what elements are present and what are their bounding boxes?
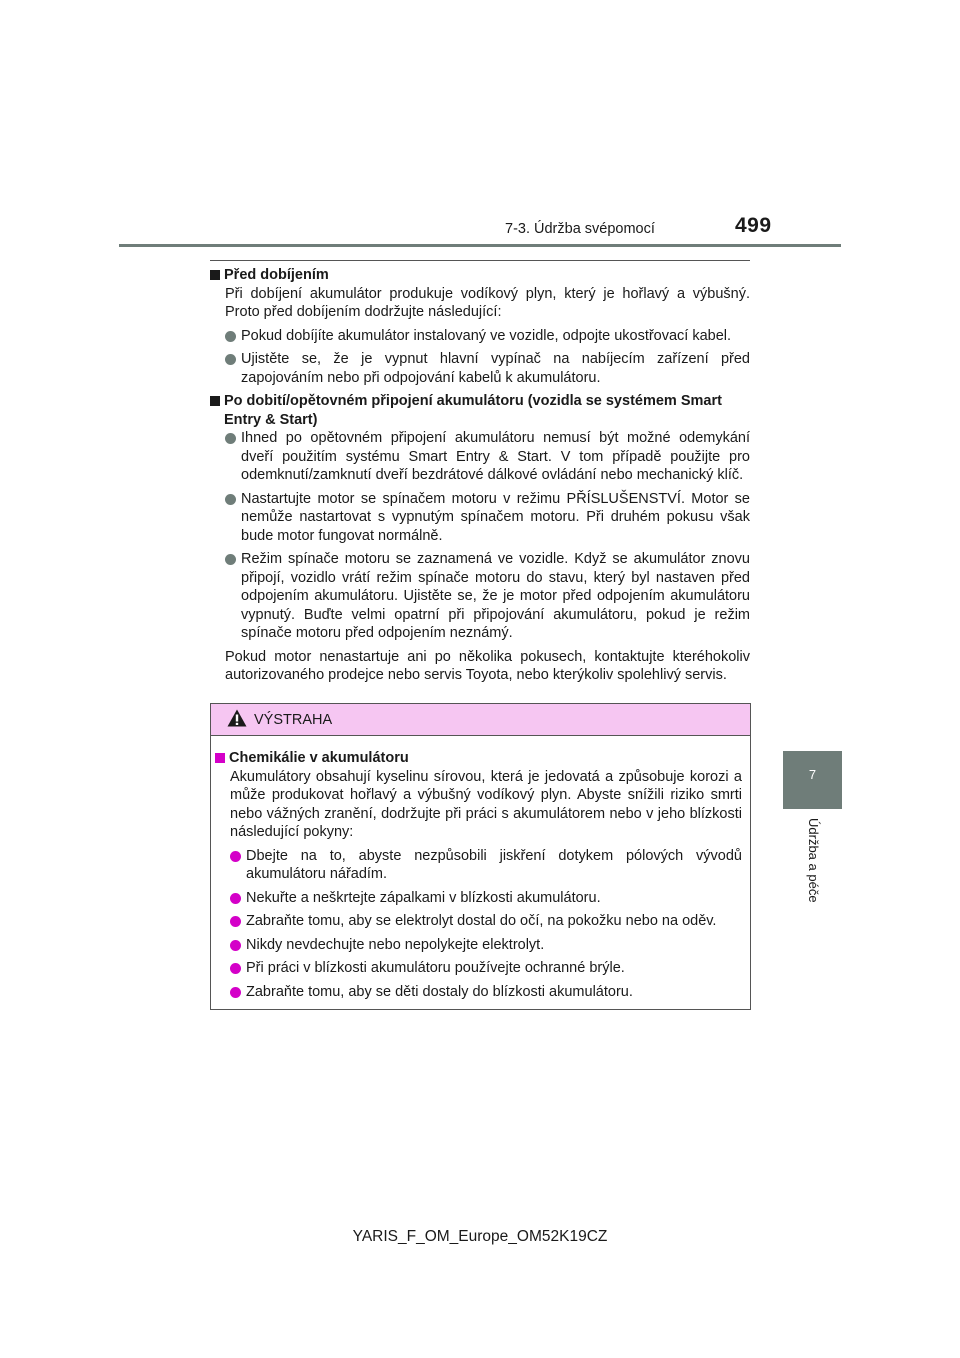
list-item-text: Režim spínače motoru se zaznamená ve vozidle. Když se akumulátor znovu připojí, vozidlo vrátí režim spínače motoru do stavu, který byl nastaven před odpojením akumulátoru. Ujistěte se, že je motor před odpojením akumulátoru vypnutý. Buďte velmi opatrní při připojování akumulátoru, pokud je režim spínače motoru před odpojením neznámý. bbox=[241, 551, 750, 641]
content-rule bbox=[210, 260, 750, 261]
side-tab-number: 7 bbox=[808, 767, 817, 782]
warning-box bbox=[210, 703, 751, 1010]
bullet-dot-icon bbox=[225, 494, 236, 505]
section-heading bbox=[210, 392, 750, 429]
list-item bbox=[215, 983, 742, 1002]
list-item bbox=[210, 550, 750, 643]
section-heading bbox=[210, 266, 750, 285]
bullet-dot-icon bbox=[230, 893, 241, 904]
bullet-dot-icon bbox=[230, 940, 241, 951]
list-item bbox=[210, 327, 750, 346]
bullet-dot-icon bbox=[225, 433, 236, 444]
bullet-dot-icon bbox=[230, 851, 241, 862]
list-item bbox=[210, 429, 750, 485]
warning-header bbox=[211, 704, 750, 736]
list-item-text: Nastartujte motor se spínačem motoru v režimu PŘÍSLUŠENSTVÍ. Motor se nemůže nastartovat s vypnutým spínačem motoru. Při druhém pokusu však bude motor fungovat normálně. bbox=[241, 490, 750, 544]
list-item bbox=[210, 350, 750, 387]
list-item bbox=[215, 959, 742, 978]
list-item-text: Zabraňte tomu, aby se děti dostaly do blízkosti akumulátoru. bbox=[246, 983, 633, 1000]
bullet-dot-icon bbox=[230, 987, 241, 998]
section-outro: Pokud motor nenastartuje ani po několika pokusech, kontaktujte kteréhokoliv autorizovaného prodejce nebo servis Toyota, nebo kterýkoliv spolehlivý servis. bbox=[225, 648, 750, 683]
square-bullet-icon bbox=[210, 396, 220, 406]
warning-heading bbox=[215, 749, 742, 768]
section-before-charging bbox=[210, 266, 750, 387]
warning-triangle-icon bbox=[227, 709, 247, 727]
list-item-text: Při práci v blízkosti akumulátoru používejte ochranné brýle. bbox=[246, 960, 625, 976]
list-item-text: Nikdy nevdechujte nebo nepolykejte elektrolyt. bbox=[246, 936, 545, 953]
header-rule bbox=[119, 244, 841, 247]
list-item-text: Dbejte na to, abyste nezpůsobili jiskření dotykem pólových vývodů akumulátoru nářadím. bbox=[246, 847, 742, 882]
bullet-dot-icon bbox=[230, 963, 241, 974]
side-tab-label: Údržba a péče bbox=[806, 818, 821, 903]
section-heading-text: Po dobití/opětovném připojení akumulátoru (vozidla se systémem Smart Entry & Start) bbox=[224, 393, 722, 428]
list-item-text: Ujistěte se, že je vypnut hlavní vypínač na nabíjecím zařízení před zapojováním nebo při odpojování kabelů k akumulátoru. bbox=[241, 351, 750, 386]
side-tab bbox=[783, 751, 842, 809]
page-header-section: 7-3. Údržba svépomocí bbox=[505, 221, 655, 237]
list-item bbox=[210, 490, 750, 546]
section-after-charging bbox=[210, 392, 750, 685]
list-item bbox=[215, 847, 742, 884]
list-item bbox=[215, 936, 742, 955]
square-bullet-icon bbox=[215, 753, 225, 763]
list-item-text: Nekuřte a neškrtejte zápalkami v blízkosti akumulátoru. bbox=[246, 889, 601, 906]
list-item-text: Ihned po opětovném připojení akumulátoru nemusí být možné odemykání dveří použitím systému Smart Entry & Start. V tom případě použijte pro odemknutí/zamknutí dveří bezdrátové dálkové ovládání nebo mechanický klíč. bbox=[241, 430, 750, 483]
list-item-text: Zabraňte tomu, aby se elektrolyt dostal do očí, na pokožku nebo na oděv. bbox=[246, 913, 717, 929]
bullet-dot-icon bbox=[225, 354, 236, 365]
bullet-dot-icon bbox=[225, 331, 236, 342]
bullet-dot-icon bbox=[230, 916, 241, 927]
square-bullet-icon bbox=[210, 270, 220, 280]
warning-title: VÝSTRAHA bbox=[254, 712, 333, 728]
bullet-dot-icon bbox=[225, 554, 236, 565]
section-heading-text: Před dobíjením bbox=[224, 267, 329, 283]
list-item bbox=[215, 912, 742, 931]
section-intro: Při dobíjení akumulátor produkuje vodíkový plyn, který je hořlavý a výbušný. Proto před dobíjením dodržujte následující: bbox=[225, 285, 750, 320]
page-number: 499 bbox=[735, 214, 772, 237]
warning-intro: Akumulátory obsahují kyselinu sírovou, která je jedovatá a způsobuje korozi a může produkovat hořlavý a výbušný vodíkový plyn. Abyste snížili riziko smrti nebo vážných zranění, dodržujte při práci s akumulátorem nebo v jeho blízkosti následující pokyny: bbox=[230, 768, 742, 840]
main-content bbox=[210, 266, 750, 690]
list-item-text: Pokud dobíjíte akumulátor instalovaný ve vozidle, odpojte ukostřovací kabel. bbox=[241, 327, 732, 344]
list-item bbox=[215, 889, 742, 908]
document-footer: YARIS_F_OM_Europe_OM52K19CZ bbox=[352, 1228, 608, 1245]
warning-body bbox=[211, 736, 750, 1001]
warning-heading-text: Chemikálie v akumulátoru bbox=[229, 750, 409, 766]
